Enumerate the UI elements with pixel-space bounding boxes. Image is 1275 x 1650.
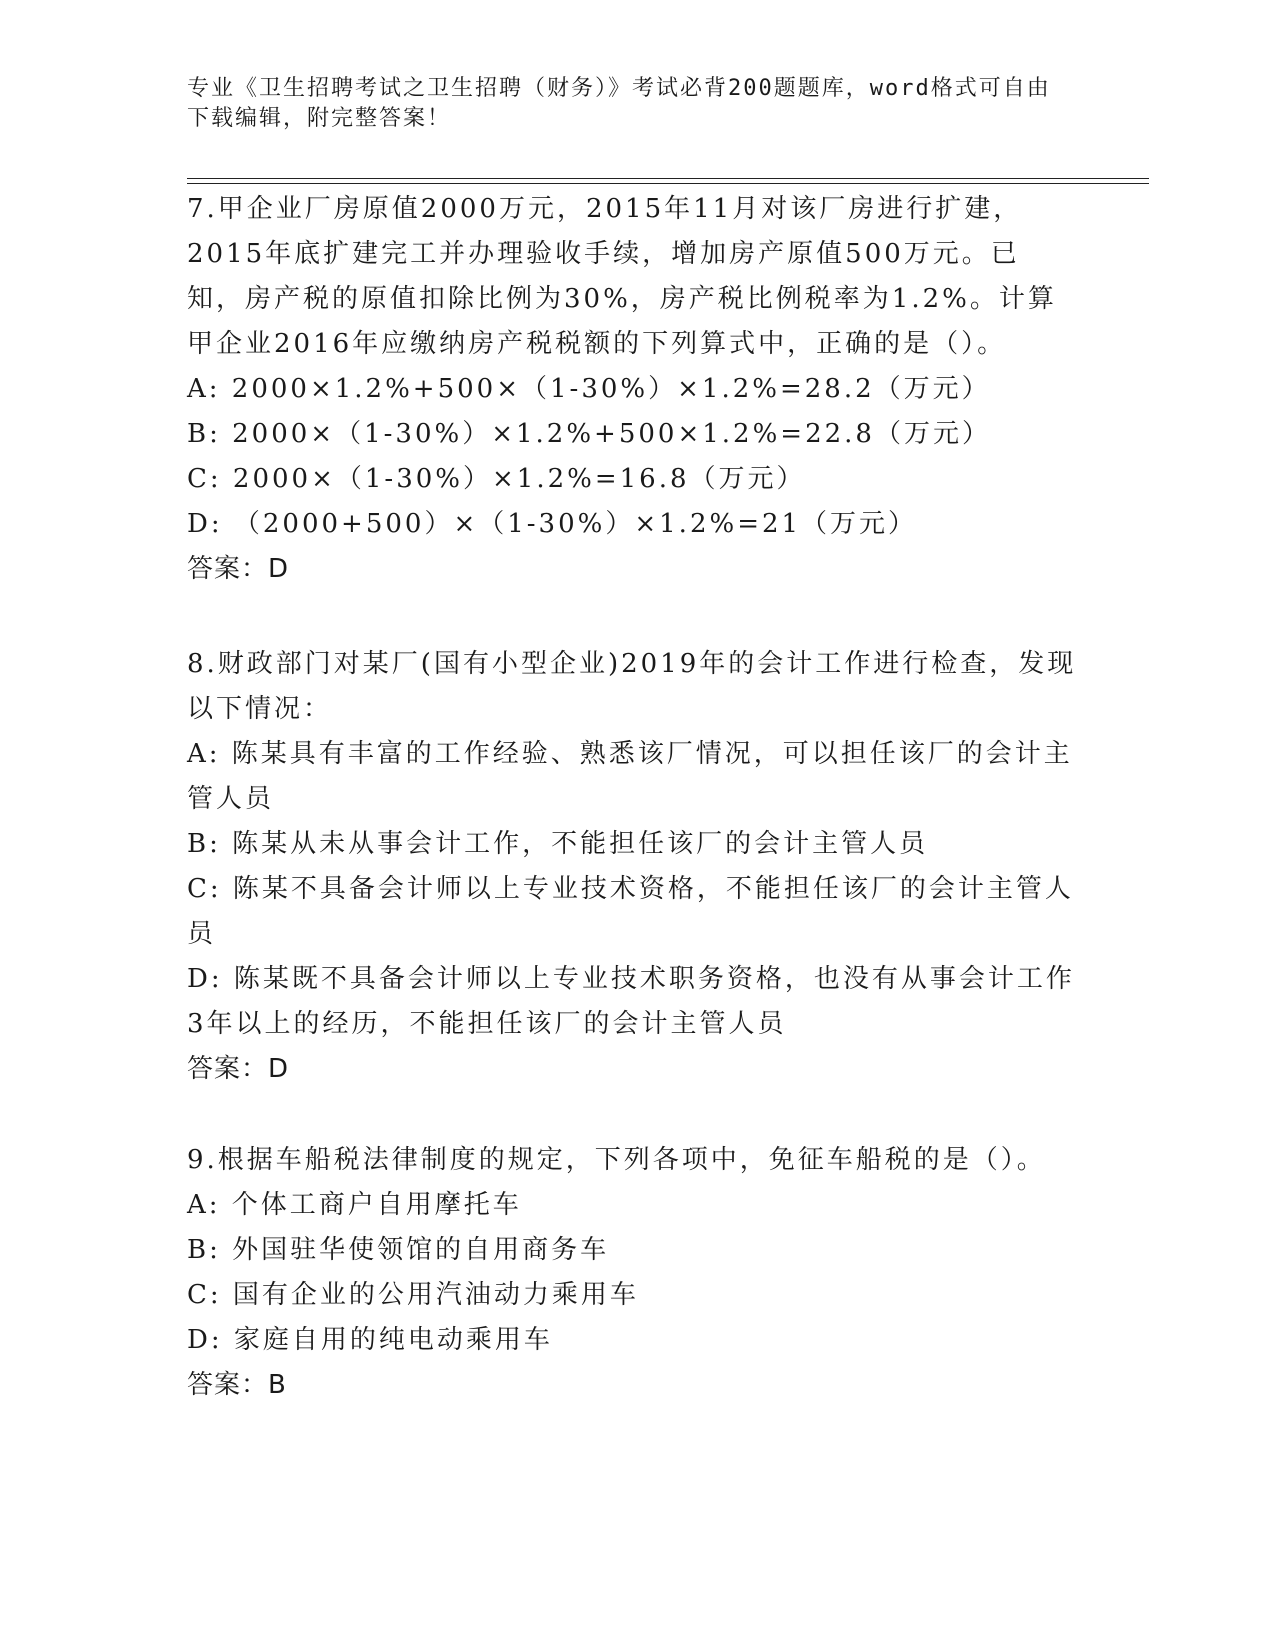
option-b: B: 外国驻华使领馆的自用商务车 [187, 1235, 610, 1265]
question-8 [187, 642, 1077, 1092]
option-c: C: 2000×（1-30%）×1.2%=16.8（万元） [187, 464, 806, 494]
question-stem: 7.甲企业厂房原值2000万元，2015年11月对该厂房进行扩建，2015年底扩建完工并办理验收手续，增加房产原值500万元。已知，房产税的原值扣除比例为30%，房产税比例税率为1.2%。计算甲企业2016年应缴纳房产税税额的下列算式中，正确的是（）。 [187, 194, 1057, 359]
header-divider-bottom [187, 183, 1149, 184]
option-d: D: 陈某既不具备会计师以上专业技术职务资格，也没有从事会计工作3年以上的经历，不能担任该厂的会计主管人员 [187, 964, 1075, 1039]
option-c: C: 陈某不具备会计师以上专业技术资格，不能担任该厂的会计主管人员 [187, 874, 1074, 949]
option-d: D: 家庭自用的纯电动乘用车 [187, 1325, 553, 1355]
question-7 [187, 187, 1077, 592]
option-b: B: 2000×（1-30%）×1.2%+500×1.2%=22.8（万元） [187, 419, 991, 449]
answer: 答案：D [187, 554, 290, 584]
option-a: A: 个体工商户自用摩托车 [187, 1190, 522, 1220]
option-b: B: 陈某从未从事会计工作，不能担任该厂的会计主管人员 [187, 829, 929, 859]
answer: 答案：B [187, 1370, 287, 1400]
answer: 答案：D [187, 1054, 290, 1084]
option-a: A: 2000×1.2%+500×（1-30%）×1.2%=28.2（万元） [187, 374, 991, 404]
option-d: D: （2000+500）×（1-30%）×1.2%=21（万元） [187, 509, 918, 539]
question-stem: 8.财政部门对某厂(国有小型企业)2019年的会计工作进行检查，发现以下情况： [187, 649, 1077, 724]
document-header: 专业《卫生招聘考试之卫生招聘（财务）》考试必背200题题库，word格式可自由下载编辑，附完整答案！ [187, 76, 1051, 131]
question-stem: 9.根据车船税法律制度的规定，下列各项中，免征车船税的是（）。 [187, 1145, 1046, 1175]
option-a: A: 陈某具有丰富的工作经验、熟悉该厂情况，可以担任该厂的会计主管人员 [187, 739, 1073, 814]
option-c: C: 国有企业的公用汽油动力乘用车 [187, 1280, 639, 1310]
header-divider-top [187, 178, 1149, 179]
question-9 [187, 1138, 1077, 1408]
